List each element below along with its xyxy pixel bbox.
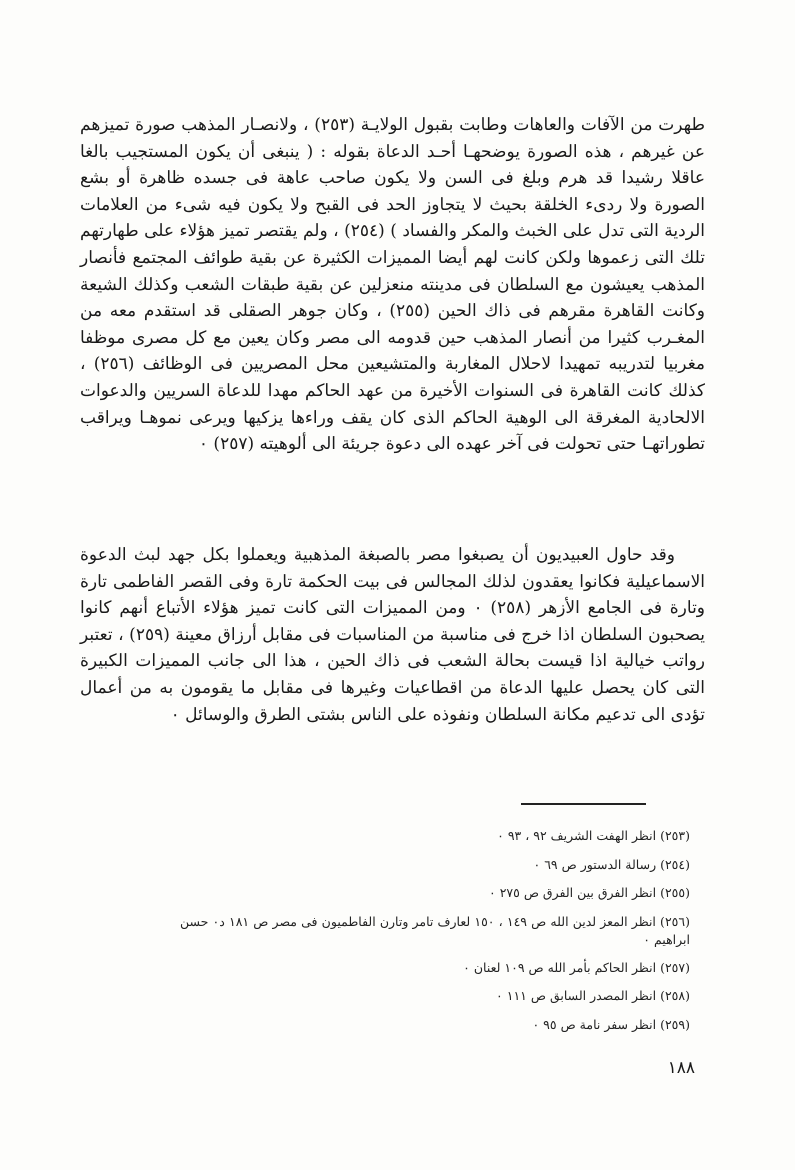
body-paragraph-1 bbox=[80, 112, 705, 458]
footnote-257: (٢٥٧) انظر الحاكم بأمر الله ص ١٠٩ لعنان ٠ bbox=[463, 959, 690, 975]
footnote-259: (٢٥٩) انظر سفر نامة ص ٩٥ ٠ bbox=[532, 1016, 690, 1032]
footnote-256: (٢٥٦) انظر المعز لدين الله ص ١٤٩ ، ١٥٠ لعارف تامر وتارن الفاطميون فى مصر ص ١٨١ د٠ حسن ابراهيم ٠ bbox=[180, 913, 690, 947]
body-paragraph-2 bbox=[80, 542, 705, 728]
footnote-divider bbox=[521, 803, 646, 805]
paragraph-text: طهرت من الآفات والعاهات وطابت بقبول الولايـة (٢٥٣) ، ولانصـار المذهب صورة تميزهم عن غيرهم ، هذه الصورة يوضحهـا أحـد الدعاة بقوله : ( ينبغى أن يكون المستجيب بالغا عاقلا رشيدا قد هرم وبلغ فى السن ولا يكون صاحب عاهة فى جسده ظاهرة أو بشع الصورة ولا ردىء الخلقة بحيث لا يتجاوز الحد فى القبح ولا يكون فيه شىء من العلامات الردية التى تدل على الخبث والمكر والفساد ) (٢٥٤) ، ولم يقتصر تميز هؤلاء على طهارتهم تلك التى زعموها ولكن كانت لهم أيضا المميزات الكثيرة عن بقية طوائف المجتمع فأنصار المذهب يعيشون مع السلطان فى مدينته منعزلين عن بقية طبقات الشعب وكذلك الشيعة وكانت القاهرة مقرهم فى ذاك الحين (٢٥٥) ، وكان جوهر الصقلى قد استقدم معه من المغـرب كثيرا من أنصار المذهب حين قدومه الى مصر وكان يعين مع كل مصرى موظفا مغربيا لتدريبه تمهيدا لاحلال المغاربة والمتشيعين محل المصريين فى الوظائف (٢٥٦) ، كذلك كانت القاهرة فى السنوات الأخيرة من عهد الحاكم مهدا للدعاة السريين والدعوات الالحادية المغرقة الى الوهية الحاكم الذى كان يقف وراءها يزكيها ويرعى نموهـا ويراقب تطوراتهـا حتى تحولت فى آخر عهده الى دعوة جريئة الى ألوهيته (٢٥٧) ٠ bbox=[80, 115, 705, 455]
footnote-258: (٢٥٨) انظر المصدر السابق ص ١١١ ٠ bbox=[496, 988, 690, 1003]
footnotes bbox=[180, 822, 690, 1039]
footnote-255: (٢٥٥) انظر الفرق بين الفرق ص ٢٧٥ ٠ bbox=[488, 885, 690, 900]
page-number: ١٨٨ bbox=[667, 1058, 695, 1078]
footnote-253: (٢٥٣) انظر الهفت الشريف ٩٢ ، ٩٣ ٠ bbox=[497, 828, 690, 843]
footnote-254: (٢٥٤) رسالة الدستور ص ٦٩ ٠ bbox=[533, 856, 690, 872]
paragraph-text: وقد حاول العبيديون أن يصبغوا مصر بالصبغة المذهبية ويعملوا بكل جهد لبث الدعوة الاسماعيلية فكانوا يعقدون لذلك المجالس فى بيت الحكمة تارة وفى القصر الفاطمى تارة وتارة فى الجامع الأزهر (٢٥٨) ٠ ومن المميزات التى كانت تميز هؤلاء الأتباع أنهم كانوا يصحبون السلطان اذا خرج فى مناسبة من المناسبات فى مقابل أرزاق معينة (٢٥٩) ، تعتبر رواتب خيالية اذا قيست بحالة الشعب فى ذاك الحين ، هذا الى جانب المميزات الكبيرة التى كان يحصل عليها الدعاة من اقطاعيات وغيرها فى مقابل ما يقومون به من أعمال تؤدى الى تدعيم مكانة السلطان ونفوذه على الناس بشتى الطرق والوسائل ٠ bbox=[80, 545, 706, 725]
